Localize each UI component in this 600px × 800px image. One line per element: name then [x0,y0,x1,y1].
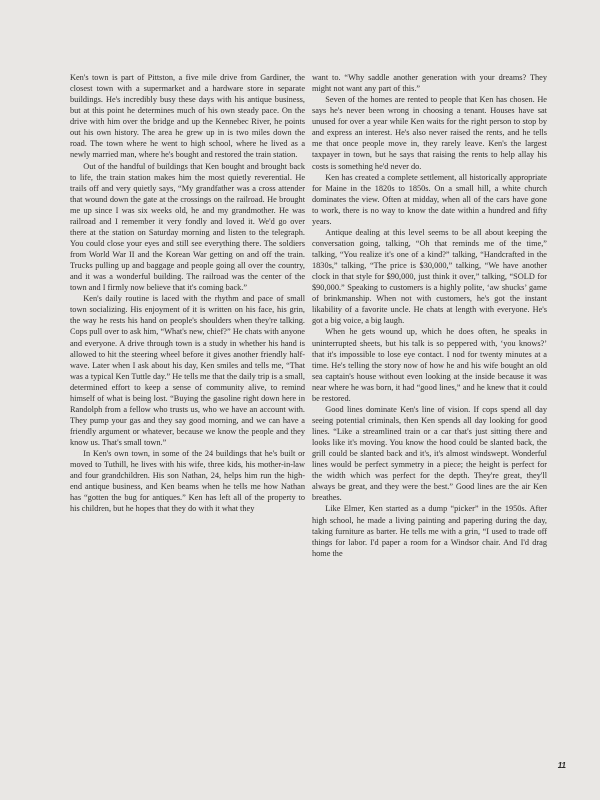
paragraph: want to. “Why saddle another generation with your dreams? They might not want any part of this.” [312,73,547,94]
paragraph: Seven of the homes are rented to people that Ken has chosen. He says he's never been wrong in choosing a tenant. Houses have sat unused for over a year while Ken waits for the right person to stop by and express an interest. He's also never raised the rents, and he tells me that once people move in, they rarely leave. Ken's the largest taxpayer in town, but he says that raising the rents to help allay his costs is something he'd never do. [312,95,547,171]
page-number: 11 [557,761,566,770]
left-text-column [70,72,305,515]
paragraph: In Ken's own town, in some of the 24 buildings that he's built or moved to Tuthill, he lives with his wife, three kids, his mother-in-law and four grandchildren. His son Nathan, 24, helps him run the high-end antique business, and Ken beams when he tells me how Nathan has “gotten the bug for antiques.” Ken has left all of the property to his children, but he hopes that they do with it what they [70,449,305,514]
paragraph: Ken has created a complete settlement, all historically appropriate for Maine in the 1820s to 1850s. On a small hill, a white church dominates the view. Often at midday, when all of the cars have gone to work, there is no way to know the date within a hundred and fifty years. [312,172,547,226]
paragraph: When he gets wound up, which he does often, he speaks in uninterrupted sheets, but his talk is so peppered with, ‘you knows?’ that it's impossible to lose eye contact. I nod for twenty minutes at a time. He's telling the story now of how he and his wife bought an old sea captain's house without even looking at the inside because it was near where he was born, it had “good lines,” and he knew that it could be restored. [312,327,547,403]
paragraph: Ken's town is part of Pittston, a five mile drive from Gardiner, the closest town with a supermarket and a hardware store in separate buildings. He's incredibly busy these days with his antique business, but at this point he determines much of his own steady pace. On the drive with him over the bridge and up the Kennebec River, he points out his own history. The area he grew up in is two miles down the road. The town where he went to high school, where he lived as a newly married man, where he's bought and restored the train station. [70,73,305,160]
paragraph: Like Elmer, Ken started as a dump “picker” in the 1950s. After high school, he made a living painting and papering during the day, taking furniture as barter. He tells me with a grin, “I used to trade off things for labor. I'd paper a room for a Windsor chair. And I'd drag home the [312,504,547,558]
paragraph: Good lines dominate Ken's line of vision. If cops spend all day seeing potential criminals, then Ken spends all day looking for good lines. “Like a streamlined train or a car that's just sitting there and looks like it's moving. You know the hood could be slanted back, the grill could be slanted back and it's, it's almost windswept. Wonderful lines would be perfect symmetry in a piece; the height is perfect for the width which was perfect for the depth. They're great, they'll always be great, and they were the best.” Good lines are the air Ken breathes. [312,404,547,503]
paragraph: Ken's daily routine is laced with the rhythm and pace of small town socializing. His enjoyment of it is written on his face, his grin, the way he rests his hand on people's shoulders when they're talking. Cops pull over to ask him, “What's new, chief?” He chats with anyone and everyone. A drive through town is a study in whether his hand is allowed to hit the steering wheel before it gives another friendly half-wave. Later when I ask about his day, Ken smiles and tells me, “That was a typical Ken Tuttle day.” He tells me that the daily trip is a small, determined effort to keep a sense of community alive, to remind himself of what is being lost. “Buying the gasoline right down here in Randolph from a fellow who trusts us, who we have an account with. They pump your gas and they say good morning, and we can have a friendly argument or whatever, because we know the people and they know us. That's small town.” [70,294,305,448]
right-text-column [312,72,547,559]
paragraph: Out of the handful of buildings that Ken bought and brought back to life, the train station makes him the most quietly reverential. He trails off and very quietly says, “My grandfather was a cross attender that wound down the gate at the crossings on the railroad. He brought me up since I was six weeks old, he and my grandmother. He was railroad and I remember it very fondly and loved it. We'd go over there at the station on Saturday morning and listen to the telegraph. You could close your eyes and still see everything there. The soldiers from World War II and the Korean War getting on and off the train. Trucks pulling up and baggage and people going all over the country, and it was a wonderful building. The railroad was the center of the town and I firmly now believe that it's coming back.” [70,161,305,293]
paragraph: Antique dealing at this level seems to be all about keeping the conversation going, talking, “Oh that reminds me of the time,” talking, “You realize it's one of a kind?” talking, “Handcrafted in the 1830s,” talking, “The price is $30,000,” talking, “We have another clock in that style for $90,000, just think it over,” talking, “SOLD for $90,000.” Speaking to customers is a highly polite, ‘aw shucks’ game of brinkmanship. When not with customers, he's got the instant likability of a favorite uncle. He chats at length with everyone. He's got a big voice, a big laugh. [312,227,547,326]
